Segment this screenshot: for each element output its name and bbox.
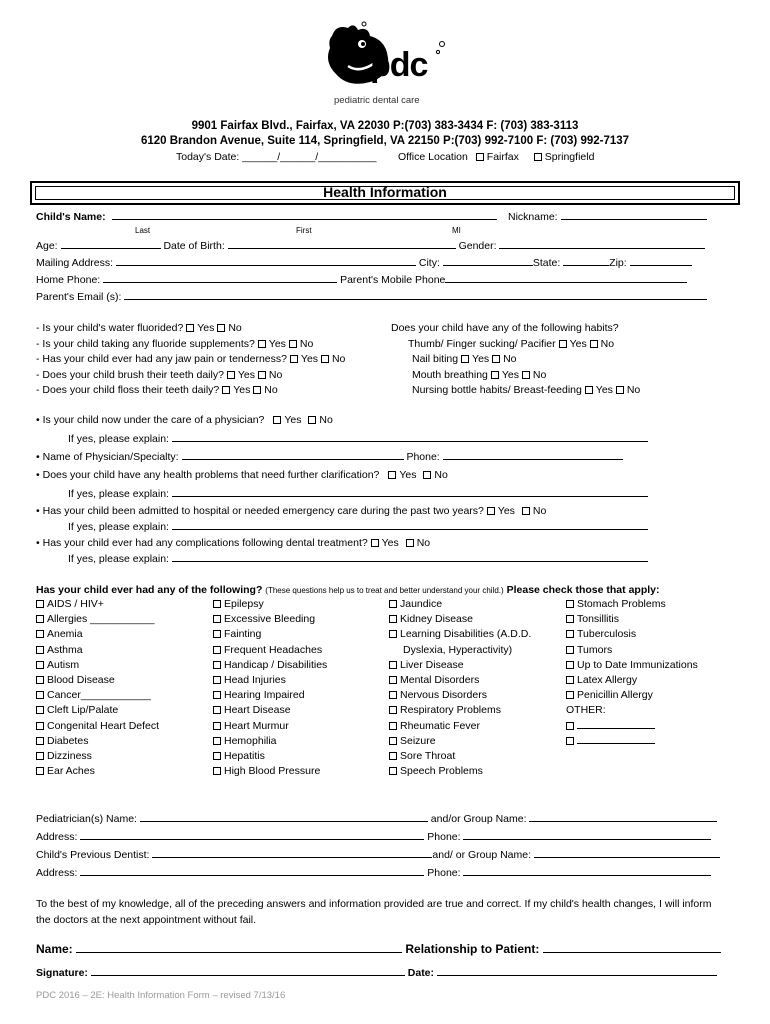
group-name-field[interactable]: [529, 813, 717, 822]
condition-label: Ear Aches: [47, 765, 95, 778]
bullet-dot: •: [36, 505, 40, 517]
condition-checkbox[interactable]: [389, 630, 397, 638]
condition-label: Diabetes: [47, 734, 89, 747]
no-checkbox[interactable]: [258, 371, 266, 379]
no-label: No: [416, 537, 431, 549]
condition-checkbox[interactable]: [566, 630, 574, 638]
yes-label: Yes: [268, 337, 286, 350]
dob-label: Date of Birth:: [163, 240, 225, 252]
age-field[interactable]: [61, 240, 161, 249]
logo-brand: pdc: [370, 46, 428, 84]
date-field[interactable]: [437, 967, 717, 976]
dentist-address-field[interactable]: [80, 867, 424, 876]
other-checkbox[interactable]: [566, 737, 574, 745]
condition-label: Jaundice: [400, 598, 443, 610]
todays-date-field[interactable]: Today's Date: ______/______/__________: [176, 151, 377, 163]
address-line-2: 6120 Brandon Avenue, Suite 114, Springfield, VA 22150 P:(703) 992-7100 F: (703) 992-7137: [140, 135, 630, 147]
health-problems-question: Does your child have any health problems that need further clarification?: [42, 469, 380, 481]
yes-label: Yes: [300, 353, 319, 365]
yes-checkbox[interactable]: [258, 340, 266, 348]
previous-dentist-field[interactable]: [152, 849, 432, 858]
gender-field[interactable]: [499, 240, 705, 249]
condition-label: Nervous Disorders: [400, 689, 487, 702]
no-label: No: [532, 505, 547, 517]
no-label: No: [503, 353, 517, 365]
other-label: OTHER:: [566, 704, 606, 717]
home-phone-label: Home Phone:: [36, 274, 101, 286]
attestation-text: To the best of my knowledge, all of the preceding answers and information provided are true and correct. If my child's health changes, I will inform the doctors at the next appointment without fail.: [36, 898, 712, 926]
condition-label: Hepatitis: [224, 749, 265, 762]
logo-tagline: pediatric dental care: [334, 95, 420, 106]
yes-label: Yes: [381, 537, 399, 549]
dentist-phone-field[interactable]: [463, 867, 711, 876]
condition-checkbox[interactable]: [389, 722, 397, 730]
yes-label: Yes: [472, 353, 490, 365]
condition-label: Autism: [47, 658, 80, 671]
no-label: No: [319, 414, 333, 426]
condition-checkbox[interactable]: [566, 691, 574, 699]
condition-checkbox[interactable]: [36, 767, 44, 775]
springfield-label: Springfield: [544, 151, 595, 163]
condition-checkbox[interactable]: [213, 646, 221, 654]
habit-nursing-bottle: Nursing bottle habits/ Breast-feeding: [412, 384, 582, 396]
habit-nail-biting: Nail biting: [412, 353, 459, 365]
condition-checkbox[interactable]: [389, 661, 397, 669]
yes-checkbox[interactable]: [371, 539, 379, 547]
no-checkbox[interactable]: [616, 386, 624, 394]
condition-checkbox[interactable]: [566, 676, 574, 684]
habit-thumb-sucking: Thumb/ Finger sucking/ Pacifier: [408, 337, 556, 350]
nickname-field[interactable]: [561, 211, 707, 220]
springfield-checkbox[interactable]: [534, 153, 542, 161]
condition-checkbox[interactable]: [389, 691, 397, 699]
condition-label: Respiratory Problems: [400, 704, 501, 717]
conditions-note: (These questions help us to treat and better understand your child.): [265, 586, 504, 595]
previous-dentist-label: Child's Previous Dentist:: [36, 849, 150, 861]
no-label: No: [331, 353, 346, 365]
condition-checkbox[interactable]: [36, 722, 44, 730]
yes-checkbox[interactable]: [222, 386, 230, 394]
parent-email-field[interactable]: [124, 291, 707, 300]
yes-label: Yes: [284, 414, 302, 426]
no-checkbox[interactable]: [308, 416, 316, 424]
condition-checkbox[interactable]: [213, 630, 221, 638]
name-label: Name:: [36, 942, 73, 956]
condition-label: High Blood Pressure: [224, 765, 321, 778]
address-line-1: 9901 Fairfax Blvd., Fairfax, VA 22030 P:(703) 383-3434 F: (703) 383-3113: [191, 120, 579, 132]
pediatrician-phone-field[interactable]: [463, 831, 711, 840]
condition-checkbox[interactable]: [213, 767, 221, 775]
signature-label: Signature:: [36, 967, 88, 979]
yes-label: Yes: [233, 384, 251, 396]
condition-checkbox[interactable]: [389, 706, 397, 714]
condition-label: Frequent Headaches: [224, 643, 323, 656]
pediatrician-name-label: Pediatrician(s) Name:: [36, 813, 137, 825]
habits-heading: Does your child have any of the following habits?: [391, 322, 619, 334]
group-name-label: and/or Group Name:: [430, 813, 527, 825]
condition-checkbox[interactable]: [566, 661, 574, 669]
no-checkbox[interactable]: [217, 324, 225, 332]
conditions-instruction: Please check those that apply:: [506, 584, 660, 596]
condition-label: Asthma: [47, 643, 83, 656]
condition-checkbox[interactable]: [389, 737, 397, 745]
condition-checkbox[interactable]: [36, 691, 44, 699]
condition-label: Excessive Bleeding: [224, 613, 316, 626]
condition-checkbox[interactable]: [566, 615, 574, 623]
condition-label: Rheumatic Fever: [400, 719, 480, 732]
form-title: Health Information: [323, 184, 447, 200]
condition-label: Heart Disease: [224, 704, 291, 717]
childs-name-field[interactable]: [112, 211, 497, 220]
condition-label: Stomach Problems: [577, 598, 666, 610]
condition-checkbox[interactable]: [36, 752, 44, 760]
condition-checkbox[interactable]: [213, 737, 221, 745]
city-label: City:: [418, 257, 440, 269]
mailing-address-label: Mailing Address:: [36, 257, 114, 269]
condition-label: Anemia: [47, 628, 83, 641]
condition-label: Cleft Lip/Palate: [47, 704, 119, 717]
no-checkbox[interactable]: [492, 355, 500, 363]
condition-label: Congenital Heart Defect: [47, 719, 160, 732]
condition-checkbox[interactable]: [213, 752, 221, 760]
mailing-address-field[interactable]: [116, 257, 416, 266]
complications-question: Has your child ever had any complications following dental treatment?: [42, 537, 368, 549]
physician-care-question: Is your child now under the care of a physician?: [42, 414, 265, 426]
condition-checkbox[interactable]: [36, 676, 44, 684]
pediatrician-name-field[interactable]: [140, 813, 428, 822]
habits-section: [391, 321, 640, 399]
zip-field[interactable]: [630, 257, 692, 266]
pediatrician-address-field[interactable]: [80, 831, 424, 840]
state-field[interactable]: [563, 257, 609, 266]
yes-checkbox[interactable]: [186, 324, 194, 332]
yes-label: Yes: [497, 505, 515, 517]
gender-label: Gender:: [458, 240, 497, 252]
condition-checkbox[interactable]: [213, 600, 221, 608]
conditions-col-2: [213, 598, 327, 780]
first-name-label: First: [296, 226, 312, 235]
condition-checkbox[interactable]: [389, 752, 397, 760]
condition-checkbox[interactable]: [389, 615, 397, 623]
physician-name-field[interactable]: [182, 451, 404, 460]
no-checkbox[interactable]: [321, 355, 329, 363]
yes-label: Yes: [399, 469, 417, 481]
condition-label: Hemophilia: [224, 734, 277, 747]
pdc-logo: [318, 18, 458, 110]
condition-checkbox[interactable]: [389, 767, 397, 775]
question-jaw-pain: - Has your child ever had any jaw pain or tenderness?: [36, 353, 287, 365]
no-checkbox[interactable]: [253, 386, 261, 394]
bullet-dot: •: [36, 414, 40, 426]
condition-label-continued: Dyslexia, Hyperactivity): [403, 643, 513, 656]
no-label: No: [600, 337, 615, 350]
no-label: No: [299, 337, 314, 350]
condition-label: Head Injuries: [224, 673, 286, 686]
form-title-box: [30, 181, 740, 205]
no-checkbox[interactable]: [522, 507, 530, 515]
question-brush-daily: - Does your child brush their teeth daily?: [36, 368, 224, 381]
condition-checkbox[interactable]: [389, 600, 397, 608]
other-field[interactable]: [577, 735, 655, 744]
condition-label: Tumors: [577, 643, 613, 656]
no-label: No: [434, 469, 448, 481]
bullet-dot: •: [36, 469, 40, 481]
condition-checkbox[interactable]: [36, 646, 44, 654]
condition-label: Latex Allergy: [577, 673, 638, 686]
yes-label: Yes: [197, 322, 215, 334]
group-name-label-2: and/ or Group Name:: [432, 849, 532, 861]
home-phone-field[interactable]: [103, 274, 337, 283]
no-label: No: [532, 368, 547, 381]
parent-mobile-field[interactable]: [445, 274, 687, 283]
relationship-field[interactable]: [543, 944, 721, 953]
footer-text: PDC 2016 – 2E: Health Information Form – revised 7/13/16: [36, 990, 286, 1001]
condition-checkbox[interactable]: [36, 600, 44, 608]
explain-label: If yes, please explain:: [68, 521, 169, 533]
fairfax-label: Fairfax: [486, 151, 519, 163]
condition-label: Penicillin Allergy: [577, 689, 653, 702]
fairfax-checkbox[interactable]: [476, 153, 484, 161]
no-checkbox[interactable]: [289, 340, 297, 348]
name-field[interactable]: [76, 944, 402, 953]
left-questions: [36, 321, 345, 399]
bullet-physician-care: [36, 414, 333, 426]
yes-label: Yes: [501, 368, 519, 381]
no-checkbox[interactable]: [423, 471, 431, 479]
physician-phone-label: Phone:: [406, 451, 440, 463]
condition-checkbox[interactable]: [213, 706, 221, 714]
condition-label: AIDS / HIV+: [47, 598, 104, 610]
parent-mobile-label: Parent's Mobile Phone: [340, 274, 446, 286]
yes-checkbox[interactable]: [461, 355, 469, 363]
conditions-col-4: [566, 598, 698, 750]
condition-label: Seizure: [400, 734, 436, 747]
condition-label: Kidney Disease: [400, 613, 473, 626]
condition-checkbox[interactable]: [36, 706, 44, 714]
condition-checkbox[interactable]: [36, 615, 44, 623]
condition-label: Heart Murmur: [224, 719, 289, 732]
no-label: No: [268, 368, 283, 381]
question-water-fluorided: - Is your child's water fluorided?: [36, 322, 184, 334]
yes-label: Yes: [595, 384, 613, 396]
zip-label: Zip:: [609, 257, 627, 269]
condition-label: Up to Date Immunizations: [577, 658, 698, 671]
condition-label: Tuberculosis: [577, 628, 637, 641]
explain-field[interactable]: [172, 433, 648, 442]
explain-label: If yes, please explain:: [68, 433, 169, 445]
office-location-label: Office Location: [398, 151, 468, 163]
pediatrician-address-label: Address:: [36, 831, 78, 843]
yes-checkbox[interactable]: [290, 355, 298, 363]
conditions-col-3: [389, 598, 531, 780]
explain-field[interactable]: [172, 488, 648, 497]
no-checkbox[interactable]: [590, 340, 598, 348]
yes-label: Yes: [237, 368, 255, 381]
yes-checkbox[interactable]: [559, 340, 567, 348]
question-floss-daily: - Does your child floss their teeth daily?: [36, 384, 220, 396]
yes-checkbox[interactable]: [487, 507, 495, 515]
last-name-label: Last: [135, 226, 151, 235]
habit-mouth-breathing: Mouth breathing: [412, 368, 488, 381]
condition-checkbox[interactable]: [36, 661, 44, 669]
signature-field[interactable]: [91, 967, 405, 976]
bullet-dot: •: [36, 451, 40, 463]
yes-checkbox[interactable]: [227, 371, 235, 379]
other-checkbox[interactable]: [566, 722, 574, 730]
condition-checkbox[interactable]: [389, 676, 397, 684]
dentist-phone-label: Phone:: [427, 867, 461, 879]
no-label: No: [228, 322, 242, 334]
yes-checkbox[interactable]: [388, 471, 396, 479]
condition-label: Fainting: [224, 628, 262, 641]
condition-checkbox[interactable]: [213, 615, 221, 623]
condition-label: Speech Problems: [400, 765, 483, 778]
condition-checkbox[interactable]: [213, 661, 221, 669]
condition-label: Mental Disorders: [400, 673, 480, 686]
explain-field[interactable]: [172, 553, 648, 562]
physician-phone-field[interactable]: [443, 451, 623, 460]
group-name-field-2[interactable]: [534, 849, 720, 858]
dob-field[interactable]: [228, 240, 456, 249]
date-label: Date:: [407, 967, 435, 979]
yes-checkbox[interactable]: [585, 386, 593, 394]
condition-label: Hearing Impaired: [224, 689, 305, 702]
state-label: State:: [532, 257, 561, 269]
condition-label: Learning Disabilities (A.D.D.: [400, 628, 532, 641]
condition-label: Handicap / Disabilities: [224, 658, 328, 671]
condition-label: Allergies ___________: [47, 613, 155, 626]
condition-label: Cancer____________: [47, 689, 151, 702]
condition-label: Epilepsy: [224, 598, 264, 610]
explain-field[interactable]: [172, 521, 648, 530]
physician-name-label: Name of Physician/Specialty:: [42, 451, 179, 463]
condition-label: Blood Disease: [47, 673, 115, 686]
condition-label: Tonsillitis: [577, 613, 620, 626]
condition-checkbox[interactable]: [213, 722, 221, 730]
pediatrician-phone-label: Phone:: [427, 831, 461, 843]
nickname-label: Nickname:: [508, 211, 558, 223]
condition-checkbox[interactable]: [566, 646, 574, 654]
explain-label: If yes, please explain:: [68, 488, 169, 500]
no-label: No: [626, 384, 641, 396]
relationship-label: Relationship to Patient:: [405, 942, 540, 956]
age-label: Age:: [36, 240, 58, 252]
other-field[interactable]: [577, 720, 655, 729]
yes-checkbox[interactable]: [491, 371, 499, 379]
yes-checkbox[interactable]: [273, 416, 281, 424]
condition-checkbox[interactable]: [566, 600, 574, 608]
condition-label: Dizziness: [47, 749, 92, 762]
condition-checkbox[interactable]: [36, 737, 44, 745]
city-field[interactable]: [443, 257, 533, 266]
condition-checkbox[interactable]: [36, 630, 44, 638]
parent-email-label: Parent's Email (s):: [36, 291, 122, 303]
condition-checkbox[interactable]: [213, 691, 221, 699]
hospital-question: Has your child been admitted to hospital or needed emergency care during the past two years?: [42, 505, 484, 517]
mi-label: MI: [452, 226, 461, 235]
explain-label: If yes, please explain:: [68, 553, 169, 565]
question-fluoride-supplements: - Is your child taking any fluoride supplements?: [36, 337, 255, 350]
condition-label: Liver Disease: [400, 658, 464, 671]
childs-name-label: Child's Name:: [36, 211, 106, 223]
conditions-col-1: [36, 598, 159, 780]
dentist-address-label: Address:: [36, 867, 78, 879]
no-checkbox[interactable]: [406, 539, 414, 547]
condition-checkbox[interactable]: [213, 676, 221, 684]
no-checkbox[interactable]: [522, 371, 530, 379]
condition-label: Sore Throat: [400, 749, 456, 762]
bullet-dot: •: [36, 537, 40, 549]
conditions-heading: Has your child ever had any of the following?: [36, 584, 263, 596]
no-label: No: [264, 384, 278, 396]
yes-label: Yes: [569, 337, 587, 350]
